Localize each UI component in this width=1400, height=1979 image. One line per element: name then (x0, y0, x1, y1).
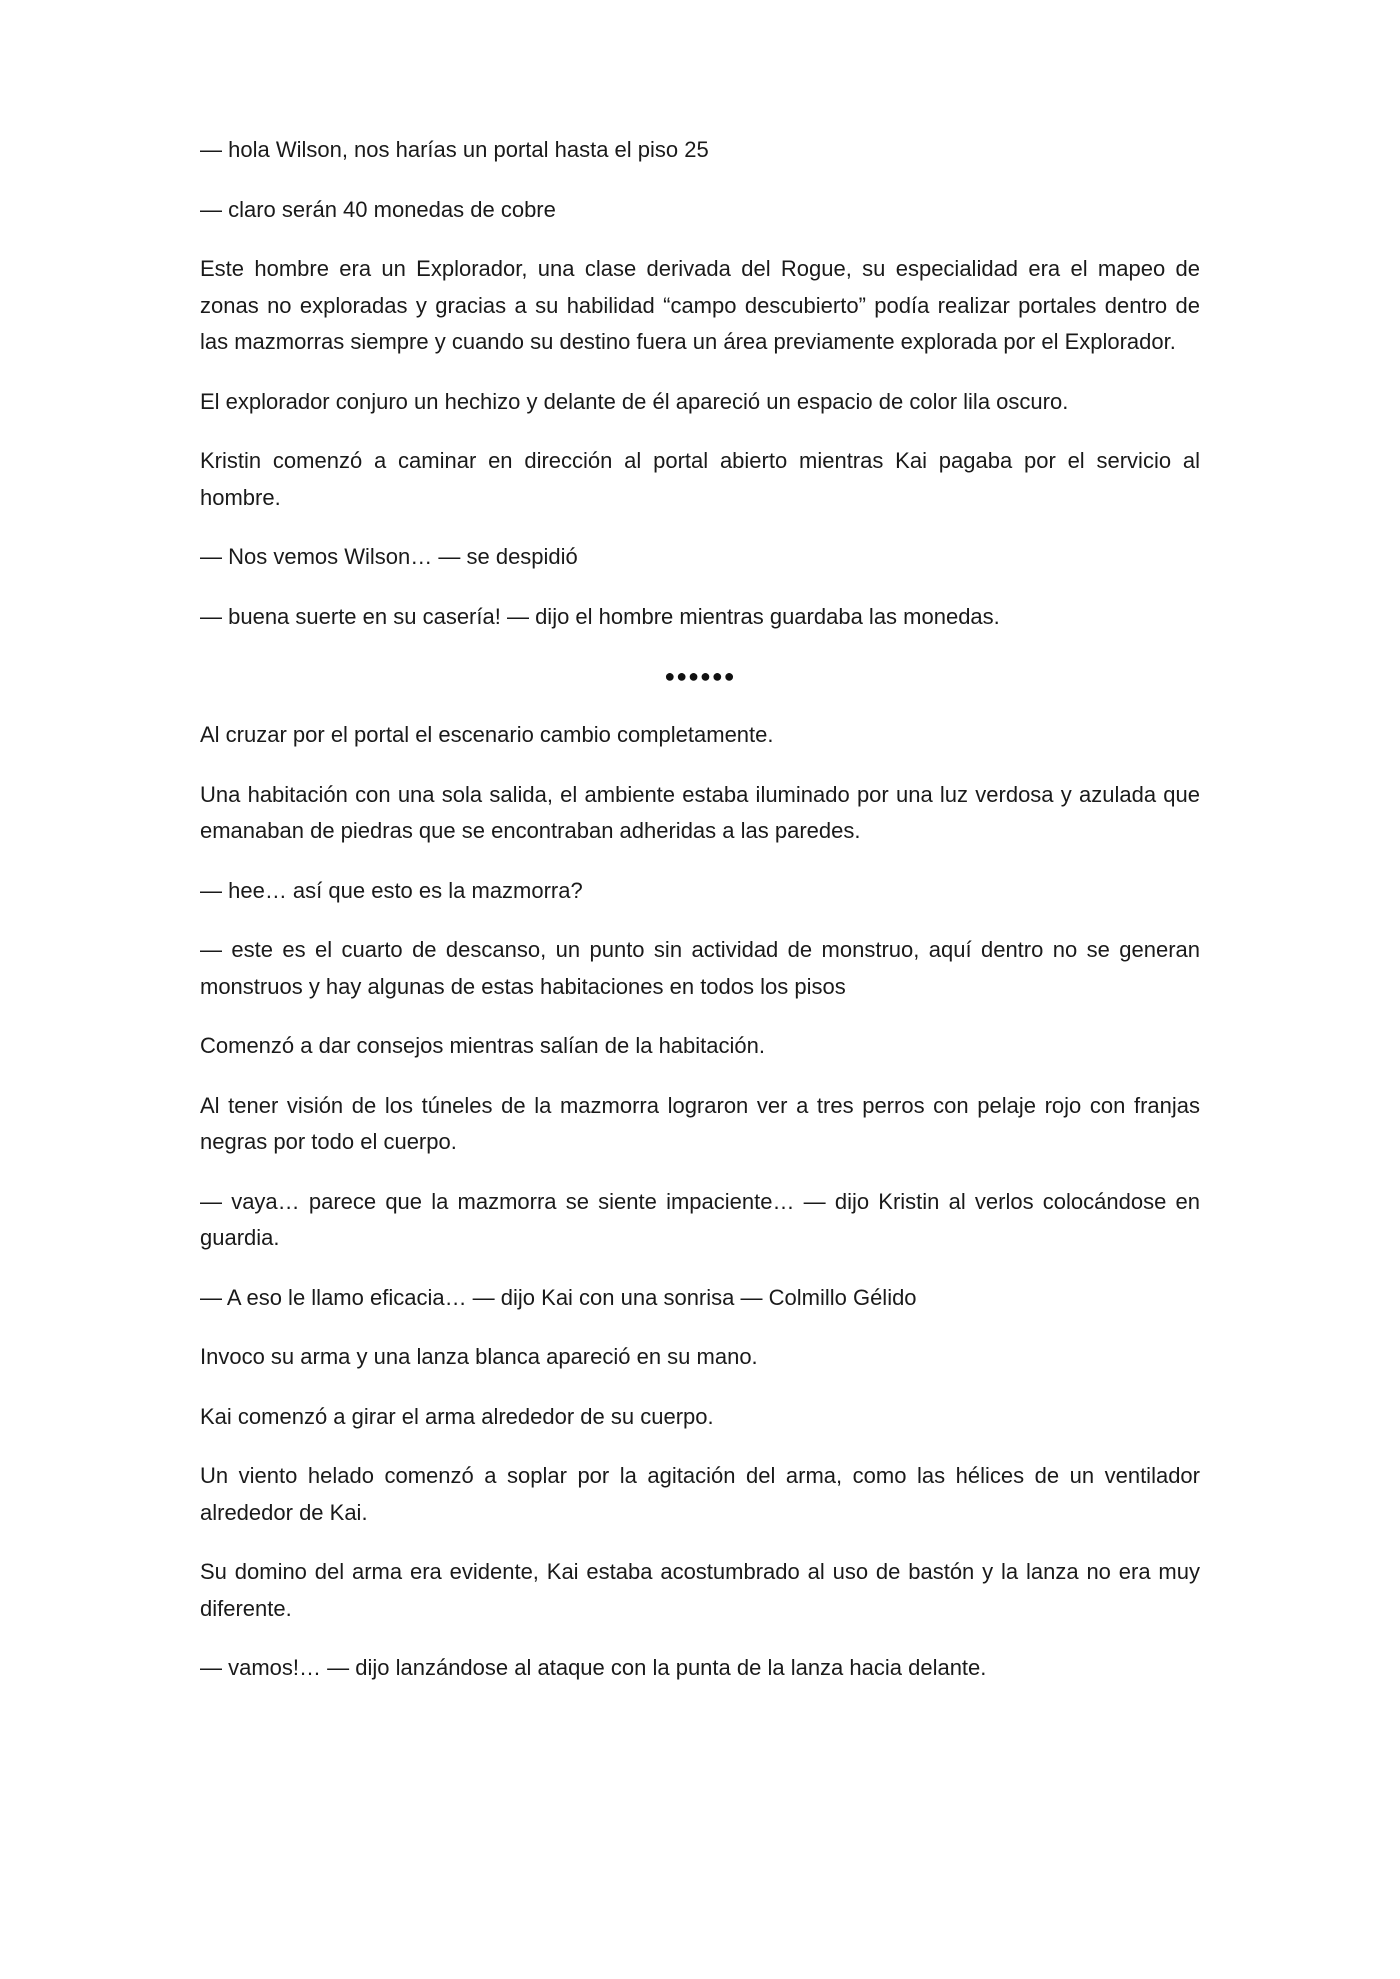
paragraph: Al tener visión de los túneles de la mazmorra lograron ver a tres perros con pelaje rojo con franjas negras por todo el cuerpo. (200, 1092, 1200, 1154)
scene-break-separator: ●●●●●● (664, 666, 736, 686)
paragraph: Un viento helado comenzó a soplar por la agitación del arma, como las hélices de un ventilador alrededor de Kai. (200, 1463, 1200, 1525)
paragraph: — hola Wilson, nos harías un portal hasta el piso 25 (200, 137, 709, 162)
paragraph: Al cruzar por el portal el escenario cambio completamente. (200, 722, 774, 747)
paragraph: Kristin comenzó a caminar en dirección al portal abierto mientras Kai pagaba por el servicio al hombre. (200, 448, 1200, 510)
paragraph: — buena suerte en su casería! — dijo el hombre mientras guardaba las monedas. (200, 603, 1000, 629)
paragraph: — claro serán 40 monedas de cobre (200, 196, 556, 222)
paragraph: Kai comenzó a girar el arma alrededor de su cuerpo. (200, 1403, 714, 1429)
paragraph: Una habitación con una sola salida, el ambiente estaba iluminado por una luz verdosa y azulada que emanaban de piedras que se encontraban adheridas a las paredes. (200, 781, 1200, 843)
paragraph: — este es el cuarto de descanso, un punto sin actividad de monstruo, aquí dentro no se generan monstruos y hay algunas de estas habitaciones en todos los pisos (200, 937, 1200, 999)
paragraph: — hee… así que esto es la mazmorra? (200, 877, 583, 903)
paragraph: — A eso le llamo eficacia… — dijo Kai con una sonrisa — Colmillo Gélido (200, 1284, 917, 1310)
paragraph: — Nos vemos Wilson… — se despidió (200, 544, 578, 569)
paragraph: — vamos!… — dijo lanzándose al ataque con la punta de la lanza hacia delante. (200, 1655, 987, 1680)
paragraph: Comenzó a dar consejos mientras salían de la habitación. (200, 1033, 765, 1058)
paragraph: El explorador conjuro un hechizo y delante de él apareció un espacio de color lila oscuro. (200, 388, 1069, 414)
paragraph: Este hombre era un Explorador, una clase derivada del Rogue, su especialidad era el mapeo de zonas no exploradas y gracias a su habilidad “campo descubierto” podía realizar portales dentro de las mazmorras siempre y cuando su destino fuera un área previamente explorada por el Explorador. (200, 256, 1200, 354)
paragraph: — vaya… parece que la mazmorra se siente impaciente… — dijo Kristin al verlos colocándose en guardia. (200, 1188, 1200, 1250)
document-body (200, 132, 1200, 1710)
paragraph: Invoco su arma y una lanza blanca apareció en su mano. (200, 1344, 758, 1369)
paragraph: Su domino del arma era evidente, Kai estaba acostumbrado al uso de bastón y la lanza no era muy diferente. (200, 1559, 1200, 1621)
